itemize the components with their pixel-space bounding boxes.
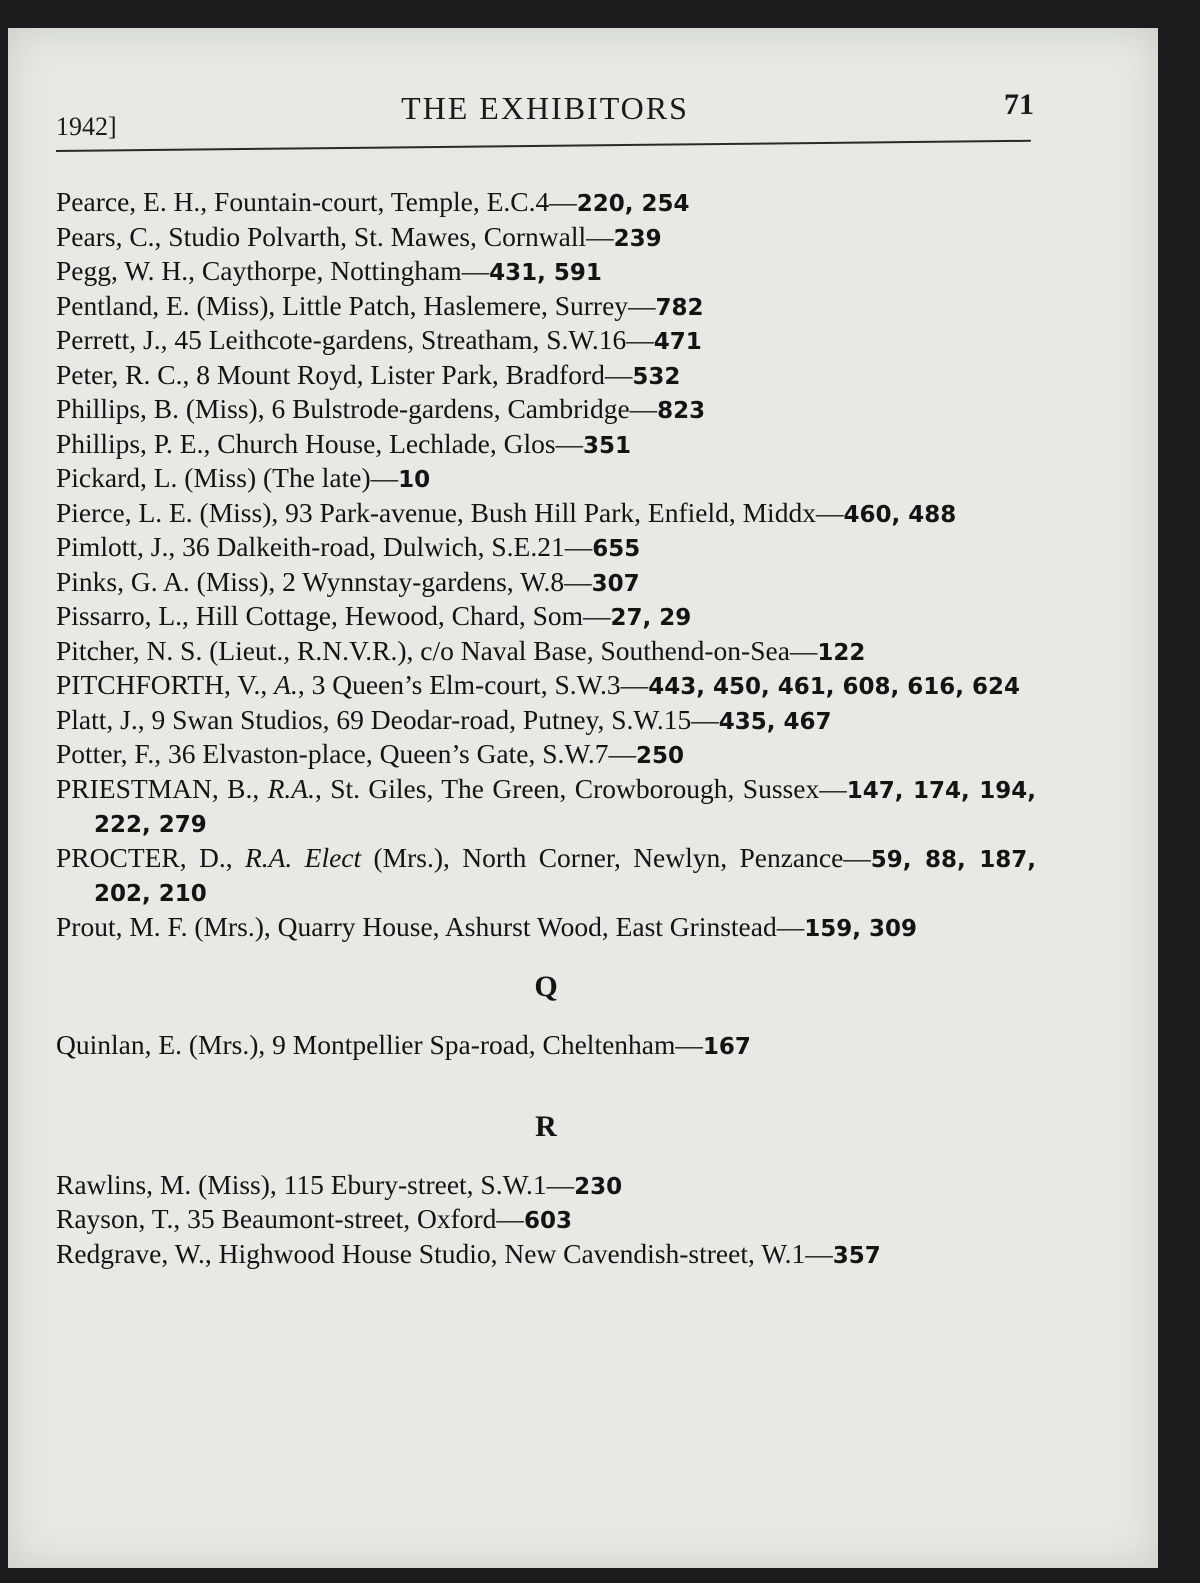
exhibitor-entry <box>56 1238 1036 1273</box>
exhibitor-name: PITCHFORTH, V., <box>56 669 275 700</box>
exhibitor-entry <box>56 359 1036 394</box>
catalogue-numbers: 159, 309 <box>804 915 917 942</box>
exhibitor-entry <box>56 773 1036 842</box>
exhibitor-entry <box>56 324 1036 359</box>
catalogue-numbers: 460, 488 <box>843 501 957 528</box>
exhibitor-entry <box>56 635 1036 670</box>
exhibitor-address: , St. Giles, The Green, Crowborough, Sussex— <box>314 772 847 804</box>
exhibitor-address: Pitcher, N. S. (Lieut., R.N.V.R.), c/o Naval Base, Southend-on-Sea— <box>56 634 818 666</box>
exhibitor-entry <box>56 290 1036 325</box>
exhibitor-list <box>56 186 1036 1272</box>
exhibitor-address: Rawlins, M. (Miss), 115 Ebury-street, S.W.1— <box>56 1168 575 1200</box>
exhibitor-entry <box>56 531 1036 566</box>
exhibitor-entry <box>56 738 1036 773</box>
exhibitor-entry <box>56 186 1036 221</box>
exhibitor-entry <box>56 462 1036 497</box>
exhibitor-address: Pegg, W. H., Caythorpe, Nottingham— <box>56 255 490 286</box>
section-r-entries <box>56 1169 1036 1273</box>
catalogue-numbers: 307 <box>591 570 640 597</box>
catalogue-numbers: 230 <box>574 1173 623 1200</box>
exhibitor-entry <box>56 704 1036 739</box>
exhibitor-address: Pearce, E. H., Fountain-court, Temple, E.C.4— <box>56 186 577 217</box>
catalogue-numbers: 167 <box>702 1033 751 1060</box>
exhibitor-address: Pimlott, J., 36 Dalkeith-road, Dulwich, S.E.21— <box>56 531 593 562</box>
exhibitor-entry <box>56 255 1036 290</box>
exhibitor-address: Redgrave, W., Highwood House Studio, New Cavendish-street, W.1— <box>56 1237 833 1269</box>
exhibitor-address: (Mrs.), North Corner, Newlyn, Penzance— <box>361 841 871 873</box>
exhibitor-address: Phillips, P. E., Church House, Lechlade, Glos— <box>56 427 584 459</box>
header-year: 1942] <box>56 112 117 141</box>
exhibitor-address: Quinlan, E. (Mrs.), 9 Montpellier Spa-road, Cheltenham— <box>56 1028 703 1060</box>
catalogue-numbers: 782 <box>655 294 704 321</box>
catalogue-numbers: 357 <box>832 1242 881 1269</box>
exhibitor-address: Pentland, E. (Miss), Little Patch, Haslemere, Surrey— <box>56 289 656 321</box>
exhibitor-entry <box>56 1203 1036 1238</box>
catalogue-numbers: 431, 591 <box>489 260 602 286</box>
exhibitor-rank: A. <box>274 669 298 700</box>
exhibitor-rank: R.A. <box>267 772 315 804</box>
exhibitor-entry <box>56 221 1036 256</box>
catalogue-numbers: 655 <box>592 536 641 562</box>
exhibitor-address: , 3 Queen’s Elm-court, S.W.3— <box>297 669 649 700</box>
exhibitor-entry <box>56 600 1036 635</box>
catalogue-numbers: 435, 467 <box>718 708 832 735</box>
exhibitor-address: Pissarro, L., Hill Cottage, Hewood, Chard, Som— <box>56 600 611 631</box>
catalogue-numbers: 147, 174, 194, 222, 279 <box>94 777 1036 838</box>
exhibitor-entry <box>56 1029 1036 1064</box>
catalogue-numbers: 250 <box>635 743 684 769</box>
catalogue-numbers: 823 <box>657 398 706 424</box>
exhibitor-name: PRIESTMAN, B., <box>56 772 268 804</box>
exhibitor-address: Prout, M. F. (Mrs.), Quarry House, Ashurst Wood, East Grinstead— <box>56 910 805 942</box>
section-p-entries <box>56 186 1036 945</box>
catalogue-numbers: 351 <box>583 432 632 459</box>
section-heading-q: Q <box>534 970 558 1003</box>
exhibitor-address: Perrett, J., 45 Leithcote-gardens, Streatham, S.W.16— <box>56 324 654 355</box>
exhibitor-address: Pickard, L. (Miss) (The late)— <box>56 462 399 493</box>
catalogue-numbers: 59, 88, 187, 202, 210 <box>94 846 1036 907</box>
catalogue-numbers: 603 <box>523 1208 572 1234</box>
catalogue-numbers: 532 <box>632 363 681 390</box>
catalogue-numbers: 471 <box>653 329 702 355</box>
section-q-entries <box>56 1029 1036 1064</box>
exhibitor-address: Pierce, L. E. (Miss), 93 Park-avenue, Bush Hill Park, Enfield, Middx— <box>56 496 844 528</box>
catalogue-numbers: 10 <box>398 467 431 493</box>
exhibitor-entry <box>56 393 1036 428</box>
exhibitor-entry <box>56 497 1036 532</box>
section-heading-r: R <box>535 1110 557 1143</box>
exhibitor-rank: R.A. Elect <box>244 841 362 873</box>
exhibitor-address: Phillips, B. (Miss), 6 Bulstrode-gardens, Cambridge— <box>56 393 658 424</box>
catalogue-numbers: 122 <box>817 639 866 666</box>
catalogue-numbers: 27, 29 <box>610 605 692 631</box>
book-page <box>8 28 1158 1568</box>
exhibitor-entry <box>56 669 1036 704</box>
catalogue-numbers: 220, 254 <box>576 191 690 217</box>
exhibitor-address: Platt, J., 9 Swan Studios, 69 Deodar-road, Putney, S.W.15— <box>56 703 719 735</box>
exhibitor-address: Potter, F., 36 Elvaston-place, Queen’s Gate, S.W.7— <box>56 738 636 769</box>
header-rule <box>56 140 1031 152</box>
exhibitor-entry <box>56 1169 1036 1204</box>
exhibitor-entry <box>56 842 1036 911</box>
running-header <box>56 84 1034 141</box>
exhibitor-address: Pears, C., Studio Polvarth, St. Mawes, Cornwall— <box>56 220 614 252</box>
exhibitor-address: Peter, R. C., 8 Mount Royd, Lister Park, Bradford— <box>56 358 633 390</box>
catalogue-numbers: 443, 450, 461, 608, 616, 624 <box>648 674 1020 700</box>
exhibitor-name: PROCTER, D., <box>56 841 245 873</box>
page-title: THE EXHIBITORS <box>401 90 689 126</box>
exhibitor-entry <box>56 428 1036 463</box>
exhibitor-address: Pinks, G. A. (Miss), 2 Wynnstay-gardens, W.8— <box>56 565 592 597</box>
page-number: 71 <box>1004 88 1034 121</box>
exhibitor-entry <box>56 566 1036 601</box>
exhibitor-address: Rayson, T., 35 Beaumont-street, Oxford— <box>56 1203 524 1234</box>
catalogue-numbers: 239 <box>613 225 662 252</box>
exhibitor-entry <box>56 911 1036 946</box>
